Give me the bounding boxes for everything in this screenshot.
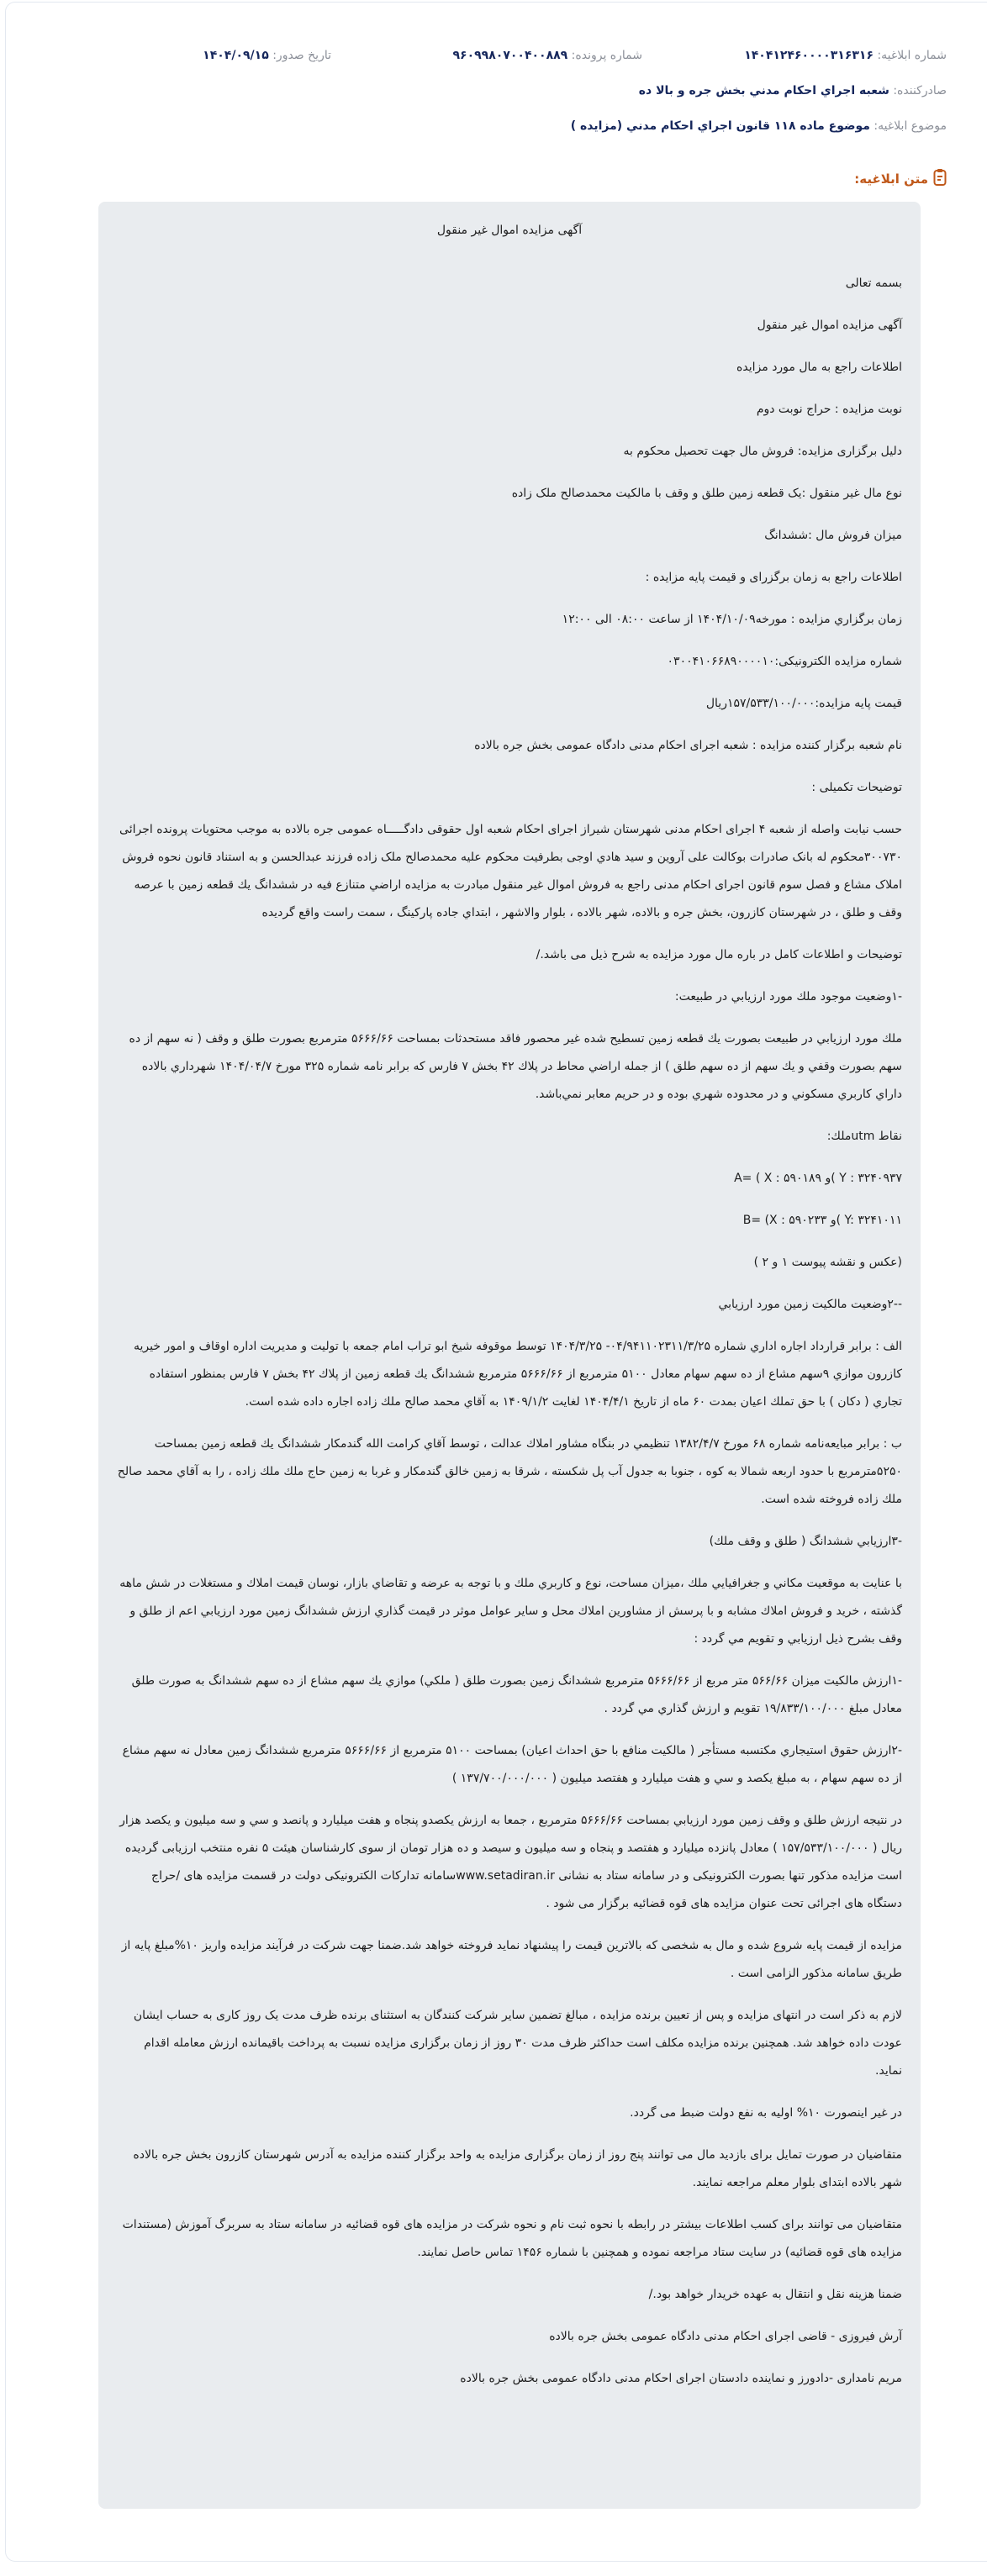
notice-text-heading [854,168,947,190]
notice-paragraph: شماره مزایده الکترونیکی:۰۳۰۰۴۱۰۶۶۸۹۰۰۰۰۱۰ [667,655,902,668]
notice-paragraph: مریم نامداری -دادورز و نماینده دادستان اجرای احکام مدنی دادگاه عمومی بخش جره بالاده [460,2372,902,2385]
notice-number [744,49,947,62]
subject-label: موضوع ابلاغیه: [874,119,947,133]
notice-paragraph: میزان فروش مال :ششدانگ [764,529,902,542]
issuer-label: صادرکننده: [893,84,947,97]
notice-paragraph: اطلاعات راجع به زمان برگزرای و قیمت پایه مزایده : [645,571,902,584]
notice-paragraph: (عکس و نقشه پیوست ۱ و ۲ ) [753,1256,902,1269]
notice-body-title: آگهی مزایده اموال غیر منقول [436,224,583,237]
utm-point-a-text: A= ( X : ۵۹۰۱۸۹ و( Y : ۳۲۴۰۹۳۷ [734,1172,902,1185]
issuer-value: شعبه اجراي احكام مدني بخش جره و بالا ده [638,84,889,97]
case-number-label: شماره پرونده: [571,49,642,62]
notice-paragraph: متقاضیان در صورت تمایل برای بازدید مال می توانند پنج روز از زمان برگزاری مزایده به واحد برگزار کننده مزایده به آدرس شهرستان کازرون بخش جره بالاده شهر بالاده ابتدای بلوار معلم مراجعه نمایند. [133,2148,902,2189]
utm-point-b-text: B= (X : ۵۹۰۲۳۳ و( Y: ۳۲۴۱۰۱۱ [742,1214,902,1227]
notice-paragraph: توضیحات تکمیلی : [811,781,902,794]
notice-paragraph: --۲وضعيت مالكيت زمين مورد ارزيابي [718,1298,902,1311]
notice-paragraph: نوبت مزایده : حراج نوبت دوم [756,403,902,416]
notice-paragraph: دلیل برگزاری مزایده: فروش مال جهت تحصیل محکوم به [623,445,902,458]
notice-number-label: شماره ابلاغیه: [877,49,947,62]
notice-paragraph: با عنايت به موقعيت مكاني و جغرافيايي ملك ،ميزان مساحت، نوع و كاربري ملك و با توجه به عرضه و تقاضاي بازار، نوسان قيمت املاك و مستغلات در شش ماهه گذشته ، خريد و فروش املاك مشابه و با پرسش از مشاورين املاك محل و ساير عوامل موثر در قيمت گذاري ارزش ششدانگ زمين مورد ارزيابي اعم از طلق و وقف بشرح ذيل ارزيابي و تقويم مي گردد : [119,1577,902,1646]
utm-point-a [117,1165,902,1193]
notice-paragraph: آگهی مزایده اموال غیر منقول [757,319,902,332]
case-number-value: ۹۶۰۹۹۸۰۷۰۰۴۰۰۸۸۹ [452,49,568,62]
notice-paragraph: لازم به ذکر است در انتهای مزایده و پس از تعیین برنده مزایده ، مبالغ تضمین سایر شرکت کنندگان به استثنای برنده ظرف مدت یک روز کاری به حساب ایشان عودت داده خواهد شد. همچنین برنده مزایده مکلف است حداکثر ظرف مدت ۳۰ روز از زمان برگزاری مزایده نسبت به پرداخت باقیمانده ارزش معامله اقدام نماید. [133,2009,902,2078]
notice-paragraph: ملك مورد ارزيابي در طبيعت بصورت يك قطعه زمين تسطيح شده غير محصور فاقد مستحدثات بمساحت ۵۶۶۶/۶۶ مترمربع بصورت طلق و وقف ( نه سهم از ده سهم بصورت وقفي و يك سهم از ده سهم طلق ) از جمله اراضي محاط در پلاك ۴۲ بخش ۷ فارس كه برابر نامه شماره ۳۲۵ مورخ ۱۴۰۴/۰۴/۷ شهرداري بالاده داراي كاربري مسكوني و در محدوده شهري بوده و در حريم معابر نمي‌باشد. [129,1032,902,1101]
case-number [453,49,643,62]
document-icon [933,168,947,190]
notice-paragraph: نوع مال غیر منقول :یک قطعه زمین طلق و وقف با مالکیت محمدصالح ملک زاده [511,487,902,500]
notice-paragraph: متقاضیان می توانند برای کسب اطلاعات بیشتر در رابطه با نحوه ثبت نام و نحوه شرکت در مزایده های قوه قضائیه در سامانه ستاد به سربرگ آموزش (مستندات مزایده های قوه قضائیه) در سایت ستاد مراجعه نموده و همچنین با شماره ۱۴۵۶ تماس حاصل نمایند. [122,2218,902,2259]
subject [571,119,947,133]
notice-paragraph: ضمنا هزینه نقل و انتقال به عهده خریدار خواهد بود./ [648,2288,902,2301]
notice-text-title: متن ابلاغیه: [854,171,928,187]
notice-paragraph: بسمه تعالی [845,277,902,290]
notice-paragraph: -۳ارزيابي ششدانگ ( طلق و وقف ملك) [709,1535,902,1548]
notice-paragraph: قیمت پایه مزایده:۱۵۷/۵۳۳/۱۰۰/۰۰۰ریال [705,697,902,710]
notice-paragraph: -۱وضعيت موجود ملك مورد ارزيابي در طبيعت: [674,990,902,1004]
notice-paragraph: حسب نیابت واصله از شعبه ۴ اجرای احکام مدنی شهرستان شیراز اجرای احکام شعبه اول حقوقی دادگـــــاه عمومی جره بالاده به موجب محتویات پرونده اجرائی ۳۰۰۷۳۰محکوم له بانک صادرات بوکالت علی آروین و سید هادي اوجی بطرفیت محکوم علیه محمدصالح ملک زاده فرزند عبدالحسن و به استناد قانون نحوه فروش املاک مشاع و فصل سوم قانون اجرای احکام مدنی راجع به فروش اموال غیر منقول مبادرت به مزایده اراضي متنازع فیه در ششدانگ يك قطعه زمین با عرصه وقف و طلق ، در شهرستان کازرون، بخش جره و بالاده، شهر بالاده ، بلوار والاشهر ، ابتداي جاده پارکینگ ، سمت راست واقع گردیده [119,823,902,919]
notice-paragraph: نام شعبه برگزار کننده مزایده : شعبه اجرای احکام مدنی دادگاه عمومی بخش جره بالاده [474,739,902,752]
notice-paragraph: زمان برگزاري مزایده : مورخه۱۴۰۴/۱۰/۰۹ از ساعت ۰۸:۰۰ الی ۱۲:۰۰ [562,613,902,626]
notice-paragraph: آرش فیروزی - قاضی اجرای احکام مدنی دادگاه عمومی بخش جره بالاده [549,2330,902,2343]
notice-paragraph: توضیحات و اطلاعات کامل در باره مال مورد مزایده به شرح ذیل می باشد./ [536,948,902,961]
notice-paragraph: -۲ارزش حقوق استيجاري مكتسبه مستأجر ( مالكيت منافع با حق احداث اعيان) بمساحت ۵۱۰۰ مترمربع از ۵۶۶۶/۶۶ مترمربع ششدانگ زمين معادل نه سهم مشاع از ده سهم سهام ، به مبلغ يكصد و سي و هفت ميليارد و هفتصد ميليون ( ۱۳۷/۷۰۰/۰۰۰/۰۰۰ ) [122,1744,902,1785]
notice-paragraph: در غیر اینصورت ۱۰% اولیه به نفع دولت ضبط می گردد. [630,2106,902,2120]
notice-paragraph: در نتيجه ارزش طلق و وقف زمين مورد ارزيابي بمساحت ۵۶۶۶/۶۶ مترمربع ، جمعا به ارزش يكصدو پنجاه و هفت ميليارد و پانصد و سي و سه ميليون و يكصد هزار ريال ( ۱۵۷/۵۳۳/۱۰۰/۰۰۰ ) معادل پانزده ميليارد و هفتصد و پنجاه و سه ميليون و سیصد و ده هزار تومان از سوی کارشناسان هیئت ۵ نفره منتخب ارزیابی گردیده است مزایده مذکور تنها بصورت الکترونیکی و در سامانه ستاد به نشانی www.setadiran.irسامانه تدارکات الکترونیکی دولت در قسمت مزایده های /حراج دستگاه های اجرائی تحت عنوان مزایده های قوه قضائیه برگزار می شود . [119,1814,902,1910]
issue-date [203,49,331,62]
notice-paragraph: -۱ارزش مالكيت ميزان ۵۶۶/۶۶ متر مربع از ۵۶۶۶/۶۶ مترمربع ششدانگ زمين بصورت طلق ( ملكي) موازي يك سهم مشاع از ده سهم ششدانگ به صورت طلق معادل مبلغ ۱۹/۸۳۳/۱۰۰/۰۰۰ تقويم و ارزش گذاري مي گردد . [131,1674,902,1715]
notice-paragraph: اطلاعات راجع به مال مورد مزایده [736,361,902,374]
utm-point-b [117,1207,902,1235]
notice-number-value: ۱۴۰۴۱۲۴۶۰۰۰۰۳۱۶۳۱۶ [744,49,874,62]
subject-value: موضوع ماده ۱۱۸ قانون اجراي احكام مدني (مزايده ) [570,119,870,133]
notice-paragraph: مزایده از قیمت پایه شروع شده و مال به شخصی که بالاترین قیمت را پیشنهاد نماید فروخته خواهد شد.ضمنا جهت شرکت در فرآیند مزایده واریز ۱۰%مبلغ پایه از طریق سامانه مذکور الزامی است . [121,1939,902,1980]
notice-paragraph: نقاط utmملك: [826,1130,902,1143]
issue-date-label: تاریخ صدور: [272,49,331,62]
issue-date-value: ۱۴۰۴/۰۹/۱۵ [203,49,269,62]
notice-paragraph: ب : برابر مبايعه‌نامه شماره ۶۸ مورخ ۱۳۸۲/۴/۷ تنظيمي در بنگاه مشاور املاك عدالت ، توسط آقاي كرامت الله گندمكار ششدانگ يك قطعه زمين بمساحت ۵۲۵۰مترمربع با حدود اربعه شمالا به كوه ، جنوبا به جدول آب پل شكسته ، شرقا به زمين خالق گندمكار و غربا به زمين حاج ملك ملك زاده ، را به آقاي محمد صالح ملك زاده فروخته شده است. [117,1437,902,1506]
notice-body [98,202,921,2509]
notice-paragraph: الف : برابر قرارداد اجاره اداري شماره ۰۴/۹۴۱۱۰۲۳۱۱/۳/۲۵- ۱۴۰۴/۳/۲۵ توسط موقوفه شيخ ابو تراب امام جمعه با توليت و مديريت اداره اوقاف و امور خيريه كازرون موازي ۹سهم مشاع از ده سهم سهام معادل ۵۱۰۰ مترمربع از ۵۶۶۶/۶۶ مترمربع ششدانگ يك قطعه زمين از پلاك ۴۲ بخش ۷ فارس بمنظور استفاده تجاري ( دكان ) با حق تملك اعيان بمدت ۶۰ ماه از تاريخ ۱۴۰۴/۴/۱ لغايت ۱۴۰۹/۱/۲ به آقاي محمد صالح ملك زاده اجاره داده شده است. [134,1340,902,1409]
issuer [639,84,947,97]
